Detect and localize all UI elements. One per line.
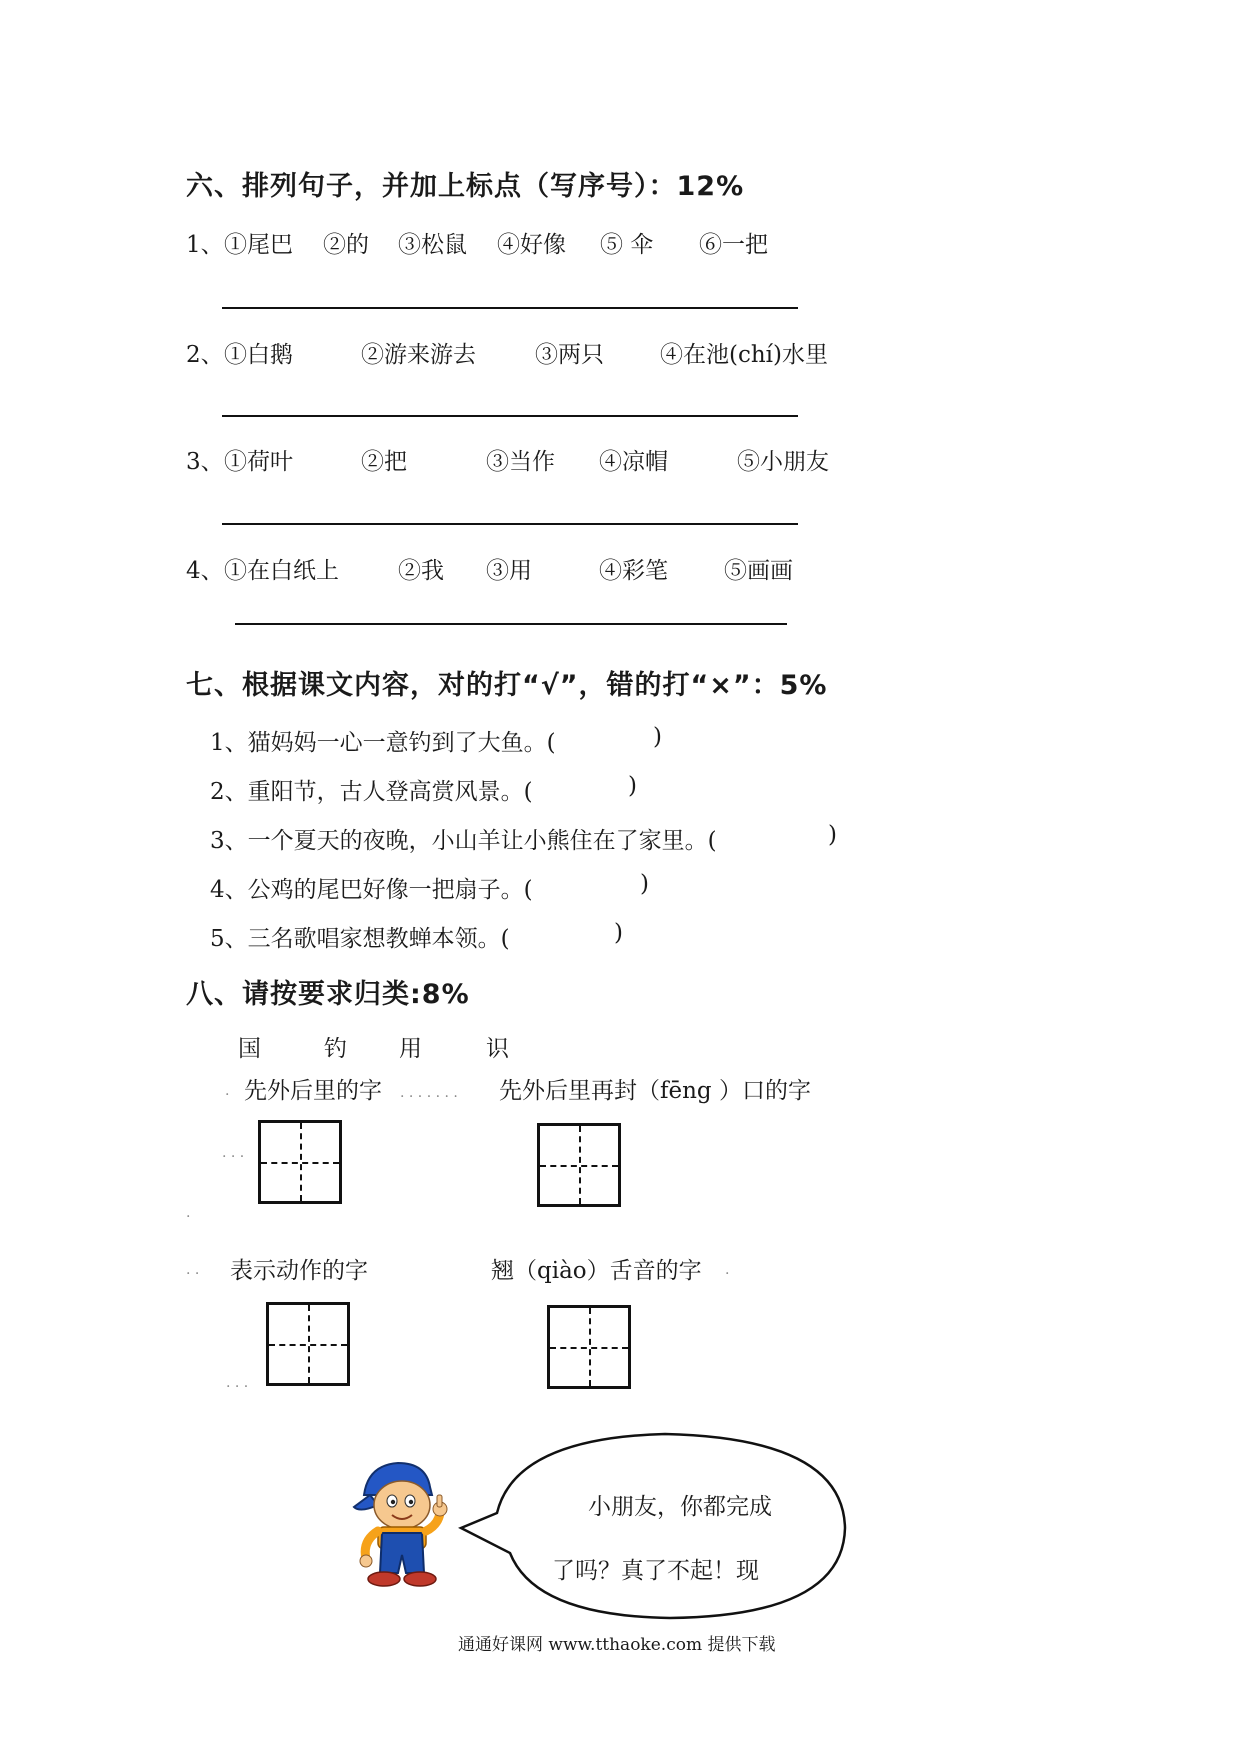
section7-heading: 七、根据课文内容，对的打“√”，错的打“×”：5% (186, 670, 828, 701)
section6-heading: 六、排列句子，并加上标点（写序号）：12% (186, 171, 745, 202)
section8-heading: 八、请按要求归类:8% (186, 979, 470, 1010)
s7-item-close-paren: ) (653, 724, 662, 750)
s6-item2-option: ①白鹅 (224, 342, 293, 368)
s8-category-label: 翘（qiào）舌音的字 (491, 1258, 702, 1284)
s6-item3-option: ①荷叶 (224, 449, 293, 475)
s8-char: 国 (238, 1036, 261, 1062)
s6-item4-option: ④彩笔 (599, 558, 668, 584)
s6-item1-option: ②的 (323, 232, 369, 258)
s7-item-close-paren: ) (828, 822, 837, 848)
answer-line[interactable] (222, 415, 798, 417)
s6-item4-option: ⑤画画 (724, 558, 793, 584)
s7-item-close-paren: ) (628, 773, 637, 799)
s6-item2-option: ③两只 (535, 342, 604, 368)
s8-answer-box[interactable] (266, 1302, 350, 1386)
s8-char: 识 (486, 1036, 509, 1062)
s6-item2-option: ④在池(chí)水里 (660, 342, 828, 368)
s8-answer-box[interactable] (537, 1123, 621, 1207)
s6-item1-option: ⑥一把 (699, 232, 768, 258)
s6-item3-option: ⑤小朋友 (737, 449, 829, 475)
s6-item2-option: ②游来游去 (361, 342, 476, 368)
s6-item4-number: 4、 (186, 558, 224, 584)
s8-answer-box[interactable] (547, 1305, 631, 1389)
s8-char: 用 (399, 1036, 422, 1062)
s7-item-close-paren: ) (640, 871, 649, 897)
s6-item3-option: ②把 (361, 449, 407, 475)
bubble-line: 了吗？真了不起！现 (552, 1558, 759, 1584)
s8-category-label: 表示动作的字 (230, 1258, 368, 1284)
s8-category-label: 先外后里的字 (244, 1078, 382, 1104)
bubble-line: 小朋友，你都完成 (588, 1494, 772, 1520)
s6-item4-option: ①在白纸上 (224, 558, 339, 584)
s6-item2-number: 2、 (186, 342, 224, 368)
s6-item1-number: 1、 (186, 232, 224, 258)
s7-item-text: 1、猫妈妈一心一意钓到了大鱼。( (210, 730, 556, 756)
s7-item-text: 5、三名歌唱家想教蝉本领。( (210, 926, 510, 952)
s6-item3-number: 3、 (186, 449, 224, 475)
s6-item4-option: ③用 (486, 558, 532, 584)
s8-char: 钓 (324, 1036, 347, 1062)
s7-item-text: 4、公鸡的尾巴好像一把扇子。( (210, 877, 533, 903)
s6-item1-option: ⑤ 伞 (600, 232, 654, 258)
answer-line[interactable] (235, 623, 787, 625)
s8-category-label: 先外后里再封（fēng ）口的字 (499, 1078, 811, 1104)
s7-item-close-paren: ) (614, 920, 623, 946)
answer-line[interactable] (222, 523, 798, 525)
s6-item3-option: ③当作 (486, 449, 555, 475)
footer-source: 通通好课网 www.tthaoke.com 提供下载 (458, 1635, 776, 1655)
s8-answer-box[interactable] (258, 1120, 342, 1204)
s6-item4-option: ②我 (398, 558, 444, 584)
s7-item-text: 3、一个夏天的夜晚，小山羊让小熊住在了家里。( (210, 828, 717, 854)
s6-item3-option: ④凉帽 (599, 449, 668, 475)
speech-bubble-icon (455, 1428, 855, 1623)
s6-item1-option: ④好像 (497, 232, 566, 258)
answer-line[interactable] (222, 307, 798, 309)
cartoon-boy-icon (350, 1455, 455, 1600)
s6-item1-option: ①尾巴 (224, 232, 293, 258)
s7-item-text: 2、重阳节，古人登高赏风景。( (210, 779, 533, 805)
s6-item1-option: ③松鼠 (398, 232, 467, 258)
